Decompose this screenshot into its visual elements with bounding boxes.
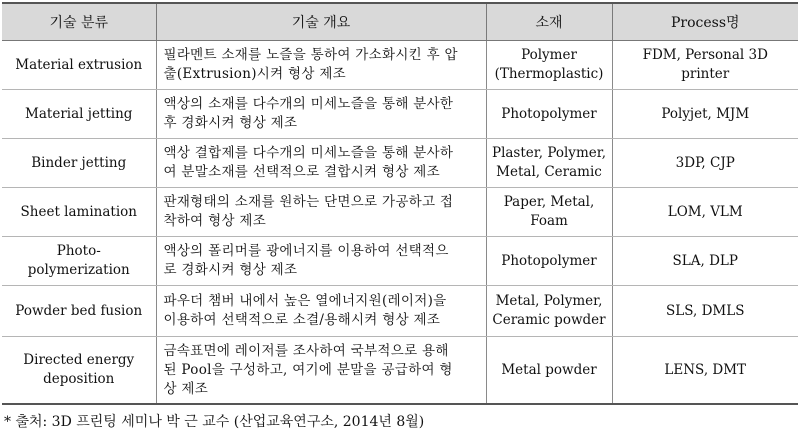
material-line: Metal, Ceramic	[496, 164, 602, 180]
process-cell: SLA, DLP	[612, 237, 798, 286]
description-line: 된 Pool을 구성하고, 여기에 분말을 공급하여 형	[163, 361, 453, 378]
description-line: 후 경화시켜 형상 제조	[163, 115, 298, 131]
description-line: 착하여 형상 제조	[163, 213, 267, 229]
process-cell: SLS, DMLS	[612, 286, 798, 337]
category-line: Directed energy	[23, 352, 135, 368]
table-row	[2, 41, 798, 90]
header-process: Process명	[612, 3, 798, 41]
description-cell	[156, 337, 486, 405]
category-line: Photo-polymerization	[27, 243, 130, 278]
table-row	[2, 337, 798, 405]
table-row	[2, 188, 798, 237]
material-cell	[486, 237, 612, 286]
description-line: 여 분말소재를 선택적으로 결합시켜 형상 제조	[163, 164, 440, 180]
material-line: Photopolymer	[501, 105, 597, 122]
material-line: Plaster, Polymer,	[491, 145, 606, 161]
description-line: 상 제조	[163, 380, 209, 397]
category-cell	[2, 237, 156, 286]
material-cell	[486, 90, 612, 139]
category-cell	[2, 41, 156, 90]
category-cell	[2, 286, 156, 337]
process-cell: LENS, DMT	[612, 337, 798, 405]
table-row	[2, 237, 798, 286]
category-line: Binder jetting	[31, 154, 127, 171]
table-row	[2, 139, 798, 188]
material-line: (Thermoplastic)	[494, 66, 604, 82]
category-line: Material jetting	[25, 105, 133, 122]
material-line: Metal powder	[501, 361, 597, 378]
category-line: Powder bed fusion	[15, 302, 143, 319]
description-line: 필라멘트 소재를 노즐을 통하여 가소화시킨 후 압	[163, 47, 458, 63]
header-overview: 기술 개요	[156, 3, 486, 41]
table-row	[2, 90, 798, 139]
material-line: Photopolymer	[501, 252, 597, 269]
material-cell	[486, 286, 612, 337]
header-category: 기술 분류	[2, 3, 156, 41]
material-line: Paper, Metal, Foam	[503, 194, 595, 229]
description-cell	[156, 139, 486, 188]
description-cell	[156, 188, 486, 237]
description-line: 금속표면에 레이저를 조사하여 국부적으로 용해	[163, 342, 449, 359]
process-cell: 3DP, CJP	[612, 139, 798, 188]
description-cell	[156, 286, 486, 337]
description-line: 출(Extrusion)시켜 형상 제조	[163, 66, 347, 82]
category-line: Material extrusion	[15, 56, 143, 73]
table-row	[2, 286, 798, 337]
material-cell	[486, 41, 612, 90]
description-cell	[156, 41, 486, 90]
material-line: Polymer	[521, 47, 577, 63]
am-technology-table	[2, 2, 798, 405]
material-cell	[486, 139, 612, 188]
description-line: 로 경화시켜 형상 제조	[163, 262, 298, 278]
process-cell: Polyjet, MJM	[612, 90, 798, 139]
source-footnote: * 출처: 3D 프린팅 세미나 박 근 교수 (산업교육연구소, 2014년 8월)	[4, 414, 425, 430]
description-line: 액상의 폴리머를 광에너지를 이용하여 선택적으	[163, 243, 449, 259]
description-cell	[156, 237, 486, 286]
description-line: 액상 결합제를 다수개의 미세노즐을 통해 분사하	[163, 145, 454, 161]
category-line: Sheet lamination	[20, 203, 137, 220]
material-line: Metal, Polymer,	[495, 293, 603, 309]
category-cell	[2, 90, 156, 139]
process-cell: LOM, VLM	[612, 188, 798, 237]
description-cell	[156, 90, 486, 139]
category-line: deposition	[43, 371, 115, 387]
material-cell	[486, 188, 612, 237]
process-cell: FDM, Personal 3D printer	[612, 41, 798, 90]
material-cell	[486, 337, 612, 405]
material-line: Ceramic powder	[492, 312, 606, 328]
header-row	[2, 3, 798, 41]
header-material: 소재	[486, 3, 612, 41]
category-cell	[2, 337, 156, 405]
description-line: 이용하여 선택적으로 소결/용해시켜 형상 제조	[163, 312, 441, 328]
description-line: 판재형태의 소재를 원하는 단면으로 가공하고 접	[163, 194, 454, 210]
category-cell	[2, 139, 156, 188]
category-cell	[2, 188, 156, 237]
description-line: 액상의 소재를 다수개의 미세노즐을 통해 분사한	[163, 96, 454, 112]
description-line: 파우더 챔버 내에서 높은 열에너지원(레이저)을	[163, 293, 447, 309]
